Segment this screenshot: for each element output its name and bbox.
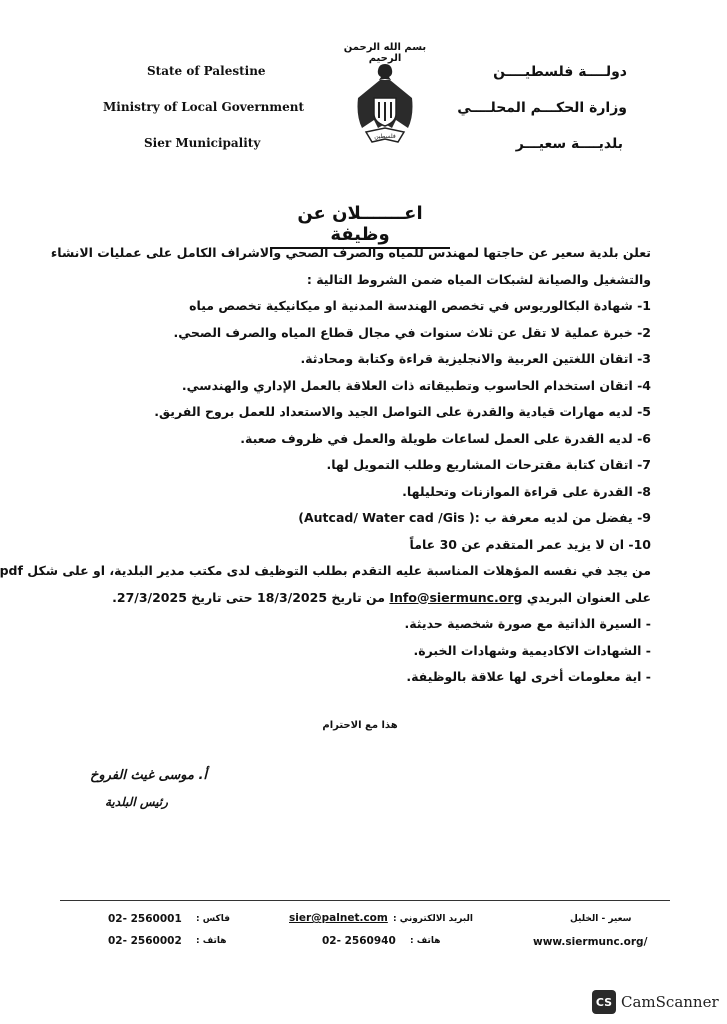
- footer-phone: 02- 2560002: [108, 935, 182, 947]
- closing-regards: هذا مع الاحترام: [322, 720, 398, 731]
- email-line-prefix: على العنوان البريدي: [522, 589, 651, 605]
- attachment-item: - السيرة الذاتية مع صورة شخصية حديثة.: [404, 616, 651, 631]
- attachment-item: - اية معلومات أخرى لها علاقة بالوظيفة.: [406, 669, 651, 684]
- header-ar-municipality: بلديــــة سعيـــر: [515, 136, 623, 152]
- footer-website-link[interactable]: www.siermunc.org/: [533, 936, 648, 948]
- email-line: [61, 585, 651, 612]
- email-line-suffix: من تاريخ 18/3/2025 حتى تاريخ 27/3/2025.: [112, 589, 390, 605]
- emblem-text: فلسطين: [374, 133, 396, 140]
- body-line: من يجد في نفسه المؤهلات المناسبة عليه التقدم بطلب التوظيف لدى مكتب مدير البلدية، او على شكل pdf: [0, 563, 651, 578]
- footer-phone-label: هاتف :: [196, 936, 227, 946]
- header-ar-ministry: وزارة الحكـــم المحلــــي: [457, 100, 627, 116]
- camscanner-logo-icon: CS: [592, 990, 616, 1014]
- body-line: تعلن بلدية سعير عن حاجتها لمهندس للمياه والصرف الصحي والاشراف الكامل على عمليات الانشاء: [50, 245, 651, 260]
- requirement-item: 3- اتقان اللغتين العربية والانجليزية قراءة وكتابة ومحادثة.: [300, 351, 651, 366]
- eagle-emblem-icon: [352, 58, 418, 154]
- camscanner-watermark: [592, 990, 719, 1014]
- footer-divider: [60, 900, 670, 901]
- requirement-item: 2- خبرة عملية لا تقل عن ثلاث سنوات في مجال قطاع المياه والصرف الصحي.: [173, 324, 651, 340]
- camscanner-brand: CamScanner: [621, 993, 719, 1011]
- signer-role: رئيس البلدية: [105, 795, 168, 809]
- header-en-state: State of Palestine: [147, 64, 266, 78]
- footer-email-link[interactable]: sier@palnet.com: [289, 912, 388, 924]
- requirement-item: 7- اتقان كتابة مقترحات المشاريع وطلب التمويل لها.: [326, 457, 651, 472]
- header-en-ministry: Ministry of Local Government: [103, 100, 305, 114]
- footer-email-label: البريد الالكتروني :: [393, 914, 473, 924]
- requirement-item: 6- لديه القدرة على العمل لساعات طويلة والعمل في ظروف صعبة.: [240, 430, 651, 446]
- signer-name: أ. موسى غيث الفروخ: [90, 768, 208, 783]
- footer-phone2: 02- 2560940: [322, 935, 396, 947]
- footer-fax: 02- 2560001: [108, 913, 182, 925]
- attachment-item: - الشهادات الاكاديمية وشهادات الخبرة.: [413, 642, 651, 658]
- footer-fax-label: فاكس :: [196, 914, 230, 924]
- header-ar-state: دولــــة فلسطيــــن: [493, 64, 627, 80]
- header-en-municipality: Sier Municipality: [144, 136, 261, 150]
- requirement-item: 4- اتقان استخدام الحاسوب وتطبيقاته ذات العلاقة بالعمل الإداري والهندسي.: [181, 377, 651, 393]
- body-line: والتشغيل والصيانة لشبكات المياه ضمن الشروط التالية :: [306, 271, 651, 287]
- basmala: بسم الله الرحمن الرحيم: [343, 42, 427, 64]
- footer-location: سعير - الخليل: [570, 914, 632, 924]
- requirement-item: 5- لديه مهارات قيادية والقدرة على التواصل الجيد والاستعداد للعمل بروح الفريق.: [154, 404, 651, 419]
- footer-phone2-label: هاتف :: [410, 936, 441, 946]
- requirement-item: 10- ان لا يزيد عمر المتقدم عن 30 عاماً: [409, 536, 651, 552]
- requirement-item: 1- شهادة البكالوريوس في تخصص الهندسة المدنية او ميكانيكية تخصص مياه: [189, 298, 651, 313]
- requirement-item: 9- يفضل من لديه معرفة ب :( Autcad/ Water cad /Gis): [298, 510, 651, 525]
- contact-email-link[interactable]: Info@siermunc.org: [389, 589, 523, 605]
- page-title: اعـــــــلان عن وظيفة: [270, 203, 450, 249]
- announcement-body: [0, 240, 651, 691]
- requirement-item: 8- القدرة على قراءة الموازنات وتحليلها.: [402, 483, 651, 499]
